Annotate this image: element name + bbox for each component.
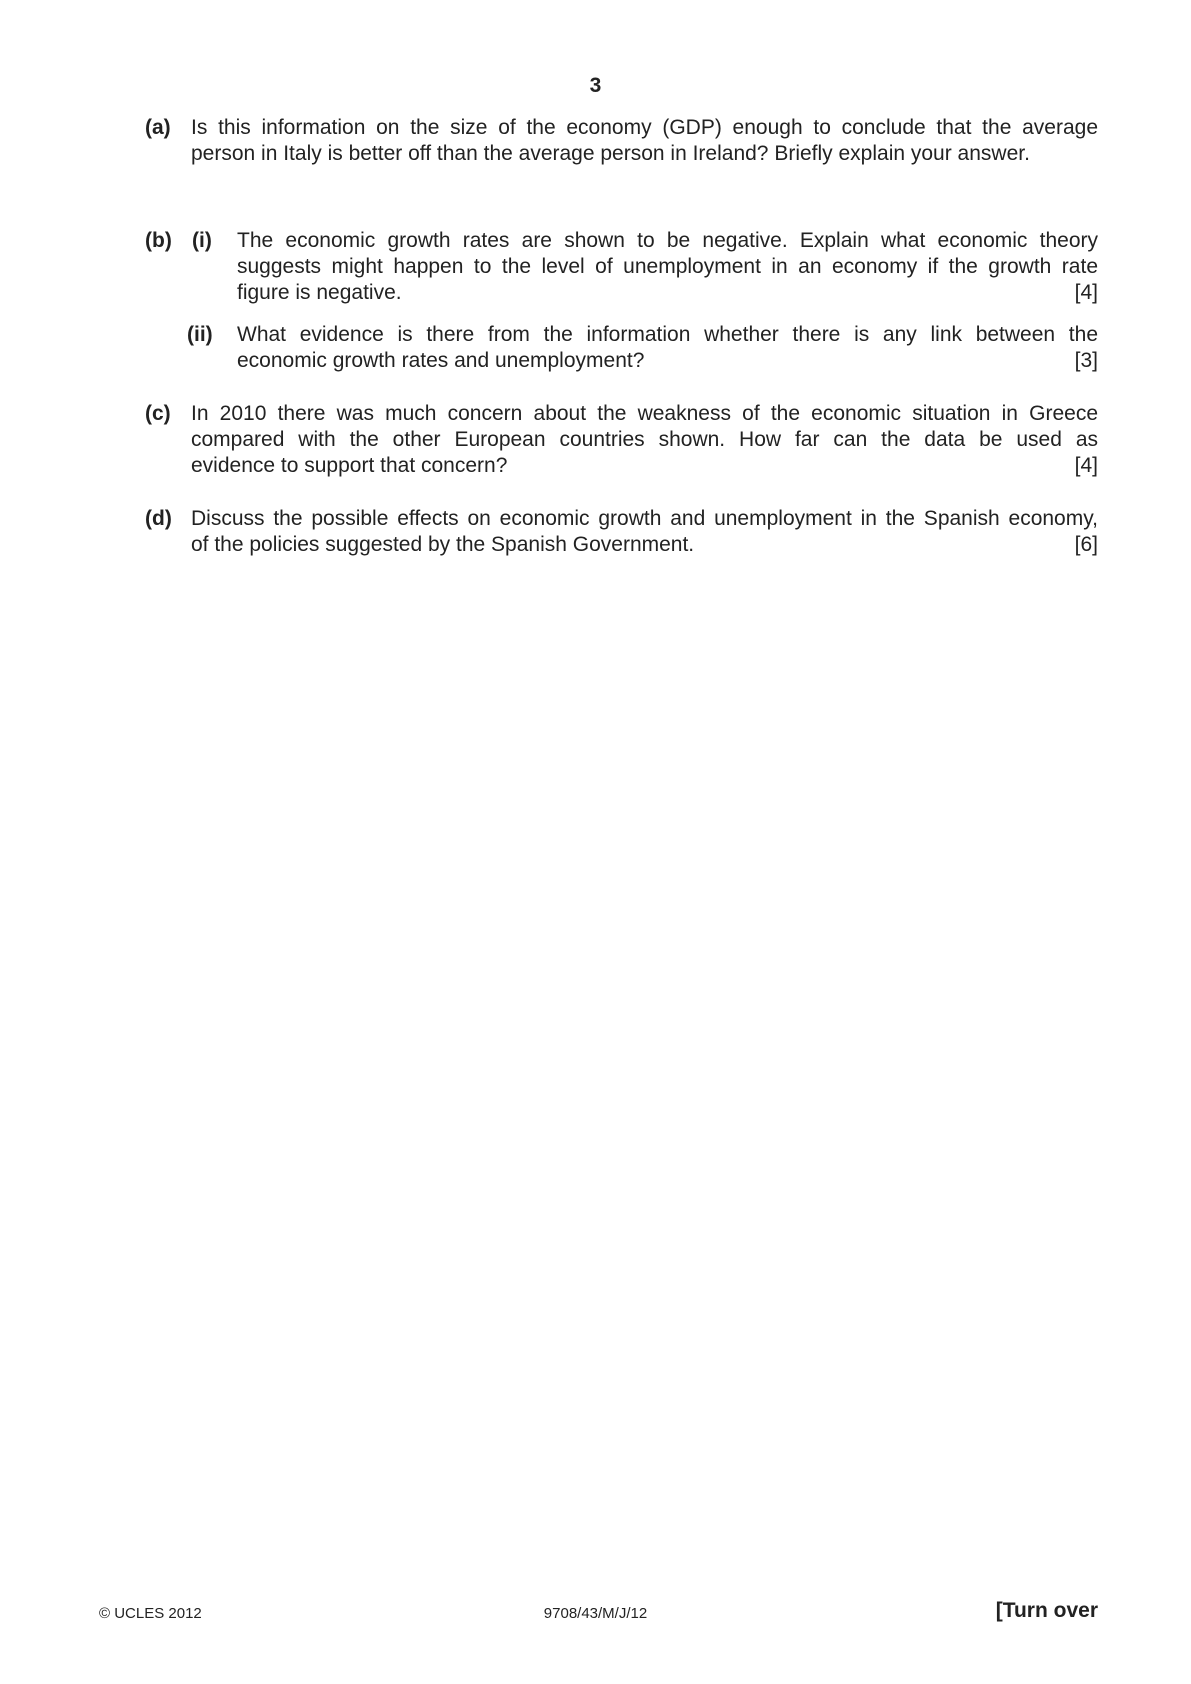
question-b-ii-text xyxy=(237,322,1098,374)
question-b-i xyxy=(145,228,1098,306)
question-b-i-line-2: suggests might happen to the level of unemployment in an economy if the growth rate xyxy=(237,255,1098,278)
question-c-text xyxy=(191,401,1098,479)
question-b-i-label: (i) xyxy=(192,229,212,252)
question-d-last-line xyxy=(191,532,1098,558)
question-a xyxy=(145,115,1098,167)
question-c-label: (c) xyxy=(145,402,171,425)
question-b-i-line-1: The economic growth rates are shown to be negative. Explain what economic theory xyxy=(237,229,1098,252)
question-b-i-text xyxy=(237,228,1098,306)
question-d-line-2: of the policies suggested by the Spanish Government. xyxy=(191,533,695,556)
question-d-line-1: Discuss the possible effects on economic growth and unemployment in the Spanish economy, xyxy=(191,507,1098,530)
question-d-mark: [6] xyxy=(1074,533,1098,556)
question-d-label: (d) xyxy=(145,507,172,530)
question-a-line-2: person in Italy is better off than the average person in Ireland? Briefly explain your answer. xyxy=(191,142,1030,165)
footer-turn-over: [Turn over xyxy=(995,1599,1098,1622)
question-c-line-2: compared with the other European countries shown. How far can the data be used as xyxy=(191,428,1098,451)
question-b-ii xyxy=(145,322,1098,374)
question-a-label: (a) xyxy=(145,116,171,139)
footer-paper-code: 9708/43/M/J/12 xyxy=(543,1605,648,1622)
question-c-line-1: In 2010 there was much concern about the weakness of the economic situation in Greece xyxy=(191,402,1098,425)
question-c-mark: [4] xyxy=(1074,454,1098,477)
question-b-ii-last-line xyxy=(237,348,1098,374)
question-c-last-line xyxy=(191,453,1098,479)
question-a-text xyxy=(191,115,1098,167)
question-b-ii-label: (ii) xyxy=(187,323,213,346)
question-c xyxy=(145,401,1098,479)
question-d xyxy=(145,506,1098,558)
question-a-line-1: Is this information on the size of the economy (GDP) enough to conclude that the average xyxy=(191,116,1098,139)
question-b-i-last-line xyxy=(237,280,1098,306)
question-b-ii-line-2: economic growth rates and unemployment? xyxy=(237,349,645,372)
question-b-ii-mark: [3] xyxy=(1074,349,1098,372)
question-d-text xyxy=(191,506,1098,558)
question-b-i-line-3: figure is negative. xyxy=(237,281,402,304)
question-b-label: (b) xyxy=(145,229,172,252)
question-c-line-3: evidence to support that concern? xyxy=(191,454,508,477)
question-b-ii-line-1: What evidence is there from the information whether there is any link between the xyxy=(237,323,1098,346)
page-number: 3 xyxy=(589,74,602,97)
question-b-i-mark: [4] xyxy=(1074,281,1098,304)
footer-copyright: © UCLES 2012 xyxy=(99,1605,202,1622)
